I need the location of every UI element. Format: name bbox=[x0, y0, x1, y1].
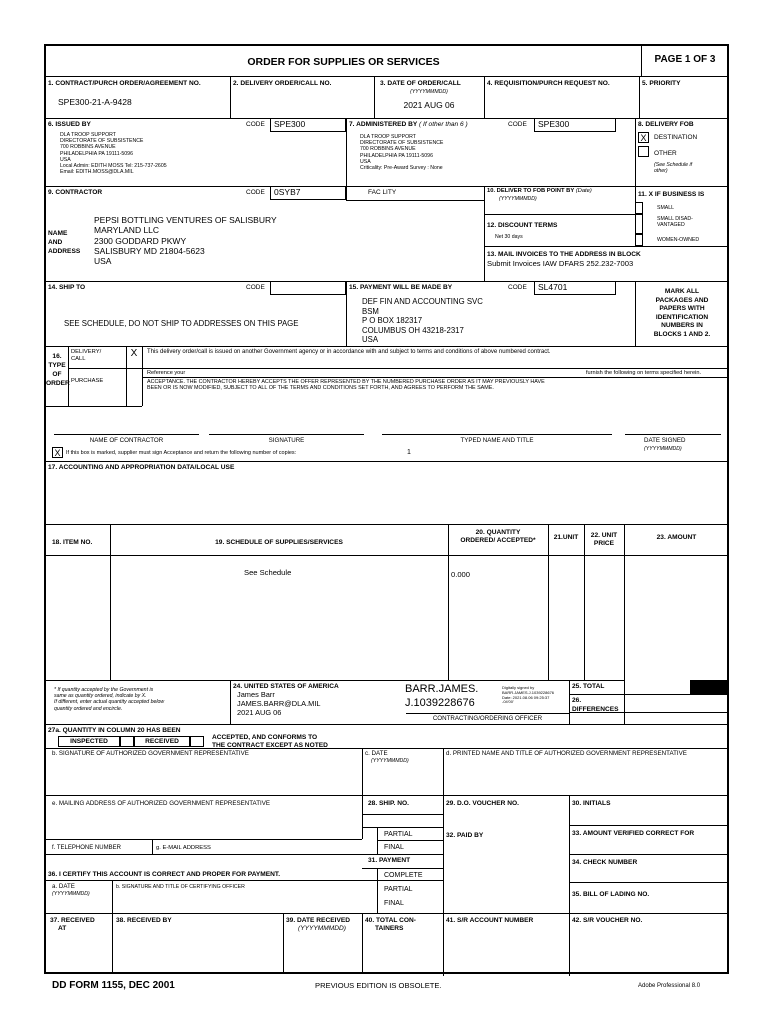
block6-label: 6. ISSUED BY bbox=[48, 121, 91, 128]
unit-header: 21.UNIT bbox=[553, 534, 579, 541]
block14-code-box bbox=[270, 281, 346, 295]
typed-name-label: TYPED NAME AND TITLE bbox=[460, 437, 534, 444]
block27d-label: d. PRINTED NAME AND TITLE OF AUTHORIZED GOVERNMENT REPRESENTATIVE bbox=[446, 750, 687, 757]
form-title: ORDER FOR SUPPLIES OR SERVICES bbox=[247, 56, 440, 68]
facility-label: FAC LITY bbox=[368, 189, 397, 196]
block27c-label: c. DATE bbox=[365, 750, 388, 757]
name-of-contractor-label: NAME OF CONTRACTOR bbox=[89, 437, 164, 444]
total-redaction-box bbox=[690, 680, 729, 694]
quantity-value[interactable]: 0.000 bbox=[451, 570, 471, 579]
block6-code-label: CODE bbox=[246, 121, 265, 128]
block26-label: 26. DIFFERENCES bbox=[572, 697, 619, 713]
block3-format: (YYYYMMMDD) bbox=[410, 89, 448, 95]
contractor-code[interactable]: 0SYB7 bbox=[274, 187, 301, 197]
item-no-header: 18. ITEM NO. bbox=[52, 539, 93, 546]
block15-code-label: CODE bbox=[508, 284, 527, 291]
block25-label: 25. TOTAL bbox=[572, 683, 605, 690]
received-label: RECEIVED bbox=[145, 738, 179, 745]
block36-label: 36. I CERTIFY THIS ACCOUNT IS CORRECT AND PROPER FOR PAYMENT. bbox=[48, 871, 281, 878]
name-and-address-label: NAME AND ADDRESS bbox=[48, 230, 81, 255]
payment-code[interactable]: SL4701 bbox=[538, 282, 568, 292]
block9-label: 9. CONTRACTOR bbox=[48, 189, 103, 196]
block4-label: 4. REQUISITION/PURCH REQUEST NO. bbox=[487, 80, 610, 87]
mail-invoices-value[interactable]: Submit Invoices IAW DFARS 252.232-7003 bbox=[487, 259, 634, 268]
form-number: DD FORM 1155, DEC 2001 bbox=[52, 980, 175, 991]
fob-note: (See Schedule if other) bbox=[654, 162, 693, 175]
block38-label: 38. RECEIVED BY bbox=[116, 917, 172, 924]
schedule-header: 19. SCHEDULE OF SUPPLIES/SERVICES bbox=[215, 539, 343, 546]
block2-label: 2. DELIVERY ORDER/CALL NO. bbox=[233, 80, 332, 87]
women-owned-box[interactable] bbox=[635, 234, 643, 246]
final-label-1: FINAL bbox=[384, 844, 404, 851]
mark-all-packages: MARK ALL PACKAGES AND PAPERS WITH IDENTIFICATION NUMBERS IN BLOCKS 1 AND 2. bbox=[653, 288, 711, 338]
block27b-label: b. SIGNATURE OF AUTHORIZED GOVERNMENT REPRESENTATIVE bbox=[52, 750, 249, 757]
contractor-address[interactable]: PEPSI BOTTLING VENTURES OF SALISBURY MARYLAND LLC 2300 GODDARD PKWY SALISBURY MD 21804-5623 USA bbox=[94, 215, 277, 267]
block39-label: 39. DATE RECEIVED (YYYYMMMDD) bbox=[286, 917, 350, 933]
women-owned-label: WOMEN-OWNED bbox=[657, 237, 700, 243]
block9-code-label: CODE bbox=[246, 189, 265, 196]
unit-price-header: 22. UNIT PRICE bbox=[590, 532, 618, 547]
block7-code-label: CODE bbox=[508, 121, 527, 128]
block36a-label: a. DATE bbox=[52, 883, 75, 890]
contract-number[interactable]: SPE300-21-A-9428 bbox=[58, 97, 132, 107]
delivery-call-mark[interactable]: X bbox=[130, 348, 138, 359]
payment-address[interactable]: DEF FIN AND ACCOUNTING SVC BSM P O BOX 182317 COLUMBUS OH 43218-2317 USA bbox=[362, 297, 483, 344]
block13-label: 13. MAIL INVOICES TO THE ADDRESS IN BLOCK bbox=[487, 251, 641, 258]
block3-label: 3. DATE OF ORDER/CALL bbox=[380, 80, 461, 87]
block33-label: 33. AMOUNT VERIFIED CORRECT FOR bbox=[572, 830, 695, 837]
block10-format: (YYYYMMMDD) bbox=[499, 196, 537, 202]
delivery-order-text: This delivery order/call is issued on another Government agency or in accordance with and subject to terms and conditions of above numbered contract. bbox=[147, 349, 551, 355]
administered-by-address: DLA TROOP SUPPORT DIRECTORATE OF SUBSISTENCE 700 ROBBINS AVENUE PHILADELPHIA PA 19111-5096 USA Criticality: Pre-Award Survey : None bbox=[360, 134, 444, 172]
reference-tail: furnish the following on terms specified herein. bbox=[586, 370, 702, 376]
block17-label: 17. ACCOUNTING AND APPROPRIATION DATA/LOCAL USE bbox=[48, 464, 235, 471]
block42-label: 42. S/R VOUCHER NO. bbox=[572, 917, 643, 924]
final-label-2: FINAL bbox=[384, 900, 404, 907]
inspected-check[interactable] bbox=[120, 736, 134, 747]
block37-label: 37. RECEIVED AT bbox=[50, 917, 95, 933]
block15-label: 15. PAYMENT WILL BE MADE BY bbox=[349, 284, 453, 291]
date-signed-format: (YYYYMMMDD) bbox=[644, 446, 682, 452]
issued-by-address: DLA TROOP SUPPORT DIRECTORATE OF SUBSISTENCE 700 ROBBINS AVENUE PHILADELPHIA PA 19111-5096 USA Local Admin: EDITH MOSS Tel: 215-737-2605 Email: EDITH.MOSS@DLA.MIL bbox=[60, 132, 167, 176]
purchase-label: PURCHASE bbox=[71, 378, 104, 384]
small-label: SMALL bbox=[657, 205, 675, 211]
signature-label: SIGNATURE bbox=[268, 437, 305, 444]
block12-label: 12. DISCOUNT TERMS bbox=[487, 222, 558, 229]
obsolete-note: PREVIOUS EDITION IS OBSOLETE. bbox=[315, 981, 442, 990]
destination-label: DESTINATION bbox=[654, 134, 698, 141]
block27f-label: f. TELEPHONE NUMBER bbox=[52, 845, 121, 851]
quantity-footnote: * If quantity accepted by the Government is same as quantity ordered, indicate by X. If different, enter actual quantity accepted below quantity ordered and encircle. bbox=[54, 687, 165, 712]
block16-label: 16. TYPE OF ORDER bbox=[46, 353, 70, 387]
accepted-label: ACCEPTED, AND CONFORMS TO THE CONTRACT EXCEPT AS NOTED bbox=[212, 734, 328, 749]
digital-signature-note: Digitally signed by BARR.JAMES.J.1039228676 Date: 2021.08.06 09:25:37 -04'00' bbox=[502, 685, 555, 705]
copies-count[interactable]: 1 bbox=[407, 449, 411, 456]
administered-by-code[interactable]: SPE300 bbox=[538, 119, 570, 129]
reference-label: Reference your bbox=[147, 370, 186, 376]
block36a-format: (YYYYMMMDD) bbox=[52, 891, 90, 897]
return-copies-checkbox[interactable]: X bbox=[52, 447, 63, 458]
block8-label: 8. DELIVERY FOB bbox=[638, 121, 694, 128]
block41-label: 41. S/R ACCOUNT NUMBER bbox=[446, 917, 534, 924]
block11-label: 11. X IF BUSINESS IS bbox=[638, 191, 705, 198]
issued-by-code[interactable]: SPE300 bbox=[274, 119, 306, 129]
block36b-label: b. SIGNATURE AND TITLE OF CERTIFYING OFFICER bbox=[116, 884, 245, 890]
amount-header: 23. AMOUNT bbox=[656, 534, 697, 541]
block7-label: 7. ADMINISTERED BY ( If other than 6 ) bbox=[349, 121, 468, 128]
date-signed-label: DATE SIGNED bbox=[644, 437, 686, 444]
block30-label: 30. INITIALS bbox=[572, 800, 611, 807]
other-checkbox[interactable] bbox=[638, 146, 649, 157]
ship-to-value[interactable]: SEE SCHEDULE, DO NOT SHIP TO ADDRESSES ON THIS PAGE bbox=[64, 319, 299, 328]
partial-label-1: PARTIAL bbox=[384, 831, 413, 838]
block27a-label: 27a. QUANTITY IN COLUMN 20 HAS BEEN bbox=[48, 727, 181, 734]
block10-label: 10. DELIVER TO FOB POINT BY (Date) bbox=[487, 188, 592, 194]
quantity-header: 20. QUANTITY ORDERED/ ACCEPTED* bbox=[460, 529, 536, 544]
block27e-label: e. MAILING ADDRESS OF AUTHORIZED GOVERNMENT REPRESENTATIVE bbox=[52, 800, 270, 807]
block14-label: 14. SHIP TO bbox=[48, 284, 86, 291]
block34-label: 34. CHECK NUMBER bbox=[572, 859, 638, 866]
delivery-call-label: DELIVERY/ CALL bbox=[71, 349, 102, 362]
complete-label: COMPLETE bbox=[384, 872, 423, 879]
block40-label: 40. TOTAL CON- TAINERS bbox=[365, 917, 416, 933]
block31-label: 31. PAYMENT bbox=[368, 857, 411, 864]
block32-label: 32. PAID BY bbox=[446, 832, 484, 839]
software-note: Adobe Professional 8.0 bbox=[638, 983, 701, 989]
block27g-label: g. E-MAIL ADDRESS bbox=[156, 845, 211, 851]
discount-terms[interactable]: Net 30 days bbox=[495, 234, 523, 240]
block1-label: 1. CONTRACT/PURCH ORDER/AGREEMENT NO. bbox=[48, 80, 201, 87]
small-business-box[interactable] bbox=[635, 202, 643, 214]
page-info: PAGE 1 OF 3 bbox=[654, 54, 716, 65]
block28-label: 28. SHIP. NO. bbox=[368, 800, 409, 807]
block35-label: 35. BILL OF LADING NO. bbox=[572, 891, 650, 898]
order-date[interactable]: 2021 AUG 06 bbox=[403, 100, 455, 110]
destination-checkbox[interactable]: X bbox=[638, 132, 649, 143]
other-label: OTHER bbox=[654, 150, 677, 157]
block27c-format: (YYYYMMMDD) bbox=[371, 758, 409, 764]
order-form bbox=[44, 44, 729, 974]
block14-code-label: CODE bbox=[246, 284, 265, 291]
acceptance-text: ACCEPTANCE. THE CONTRACTOR HEREBY ACCEPTS THE OFFER REPRESENTED BY THE NUMBERED PURCHASE ORDER AS IT MAY PREVIOUSLY HAVE BEEN OR IS NOW MODIFIED, SUBJECT TO ALL OF THE TERMS AND CONDITIONS SET FORTH, AND AGREES TO PERFORM THE SAME. bbox=[147, 379, 545, 392]
received-check[interactable] bbox=[190, 736, 204, 747]
authorized-official[interactable]: James Barr JAMES.BARR@DLA.MIL 2021 AUG 06 bbox=[237, 690, 321, 717]
inspected-label: INSPECTED bbox=[70, 738, 108, 745]
disadvantaged-box[interactable] bbox=[635, 214, 643, 234]
block5-label: 5. PRIORITY bbox=[642, 80, 681, 87]
return-copies-text: If this box is marked, supplier must sign Acceptance and return the following number of copies: bbox=[66, 450, 297, 456]
block29-label: 29. D.O. VOUCHER NO. bbox=[446, 800, 519, 807]
schedule-value[interactable]: See Schedule bbox=[244, 568, 292, 577]
partial-label-2: PARTIAL bbox=[384, 886, 413, 893]
contracting-officer-label: CONTRACTING/ORDERING OFFICER bbox=[432, 715, 543, 722]
disadvantaged-label: SMALL DISAD- VANTAGED bbox=[657, 216, 693, 229]
digital-signature-name[interactable]: BARR.JAMES. J.1039228676 bbox=[405, 683, 479, 709]
block24-label: 24. UNITED STATES OF AMERICA bbox=[233, 683, 339, 690]
